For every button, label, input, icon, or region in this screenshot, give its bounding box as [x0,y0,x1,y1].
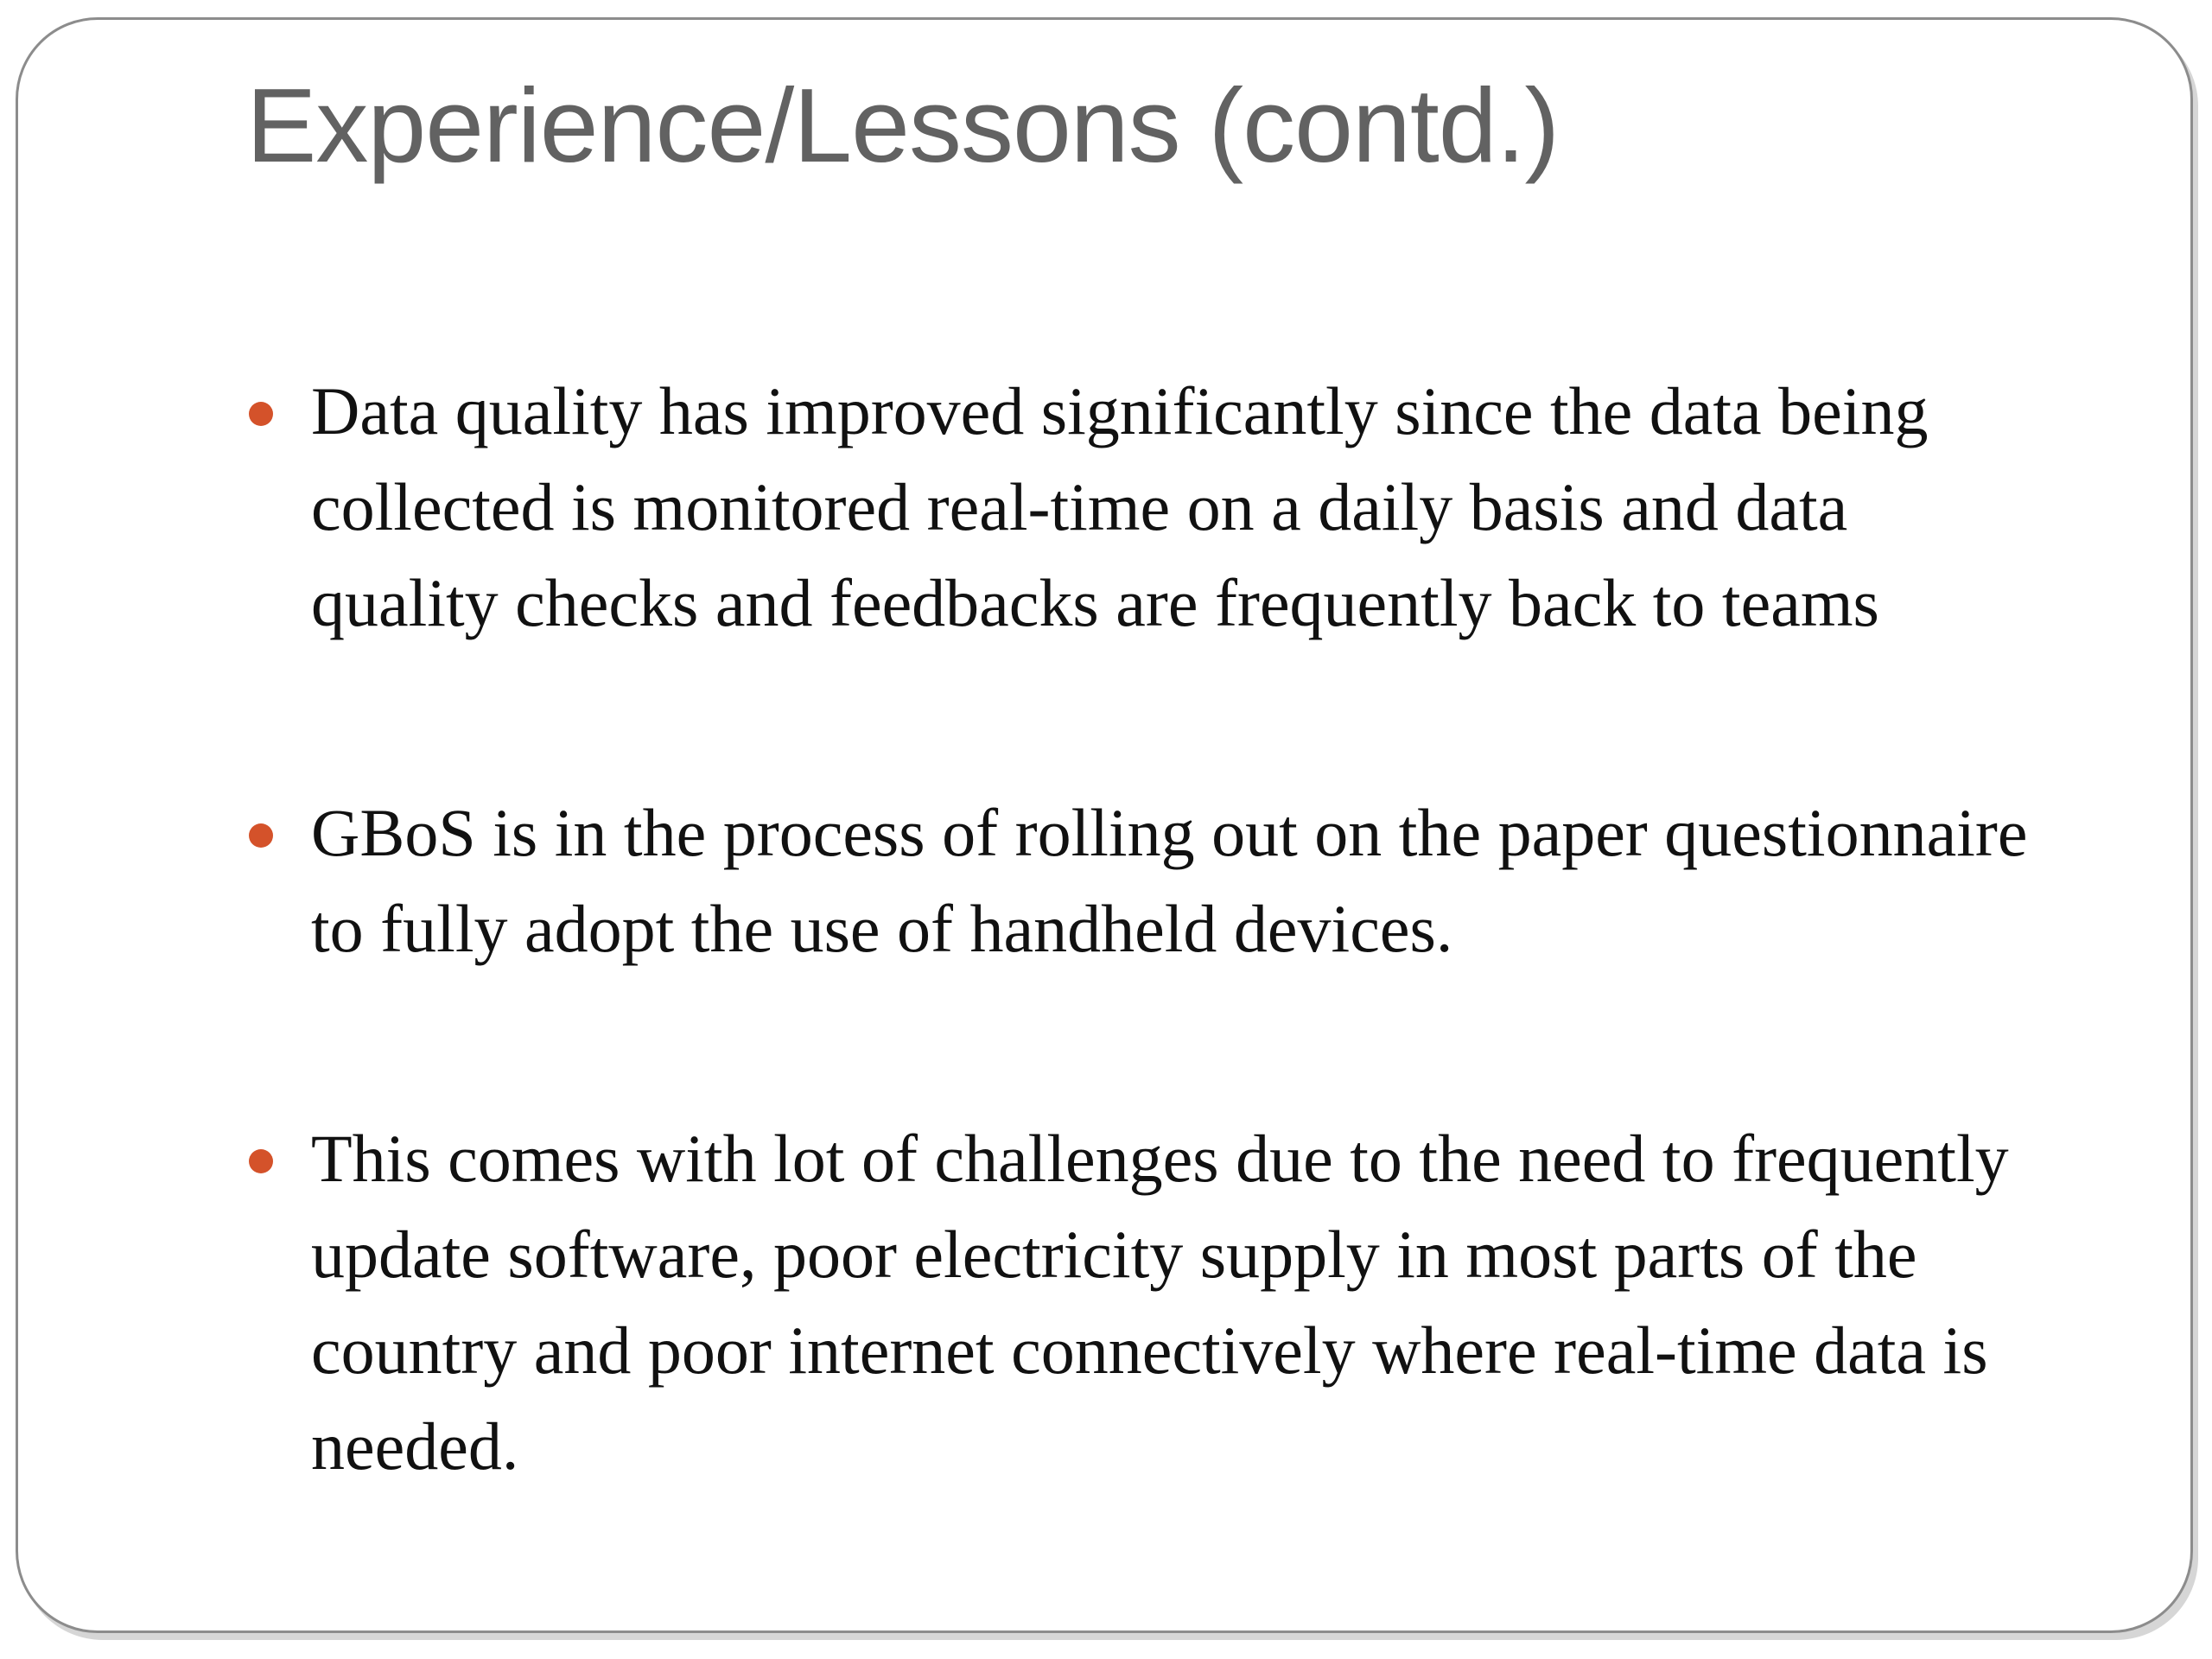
bullet-dot-icon [249,823,273,848]
bullet-text: Data quality has improved significantly since the data being collected is monitored real-time on a daily basis and data quality checks and feedbacks are frequently back to teams [311,373,1929,640]
bullet-item-gbos-rollout [249,785,2046,976]
bullet-text: GBoS is in the process of rolling out on the paper questionnaire to fully adopt the use of handheld devices. [311,795,2028,966]
bullet-item-data-quality [249,363,2046,651]
slide-title: Experience/Lessons (contd.) [246,67,1560,184]
bullet-item-challenges [249,1110,2046,1494]
bullet-dot-icon [249,402,273,426]
bullet-list [249,363,2046,1494]
bullet-text: This comes with lot of challenges due to the need to frequently update software, poor electricity supply in most parts of the country and poor internet connectively where real-time data is needed. [311,1121,2009,1484]
bullet-dot-icon [249,1149,273,1173]
